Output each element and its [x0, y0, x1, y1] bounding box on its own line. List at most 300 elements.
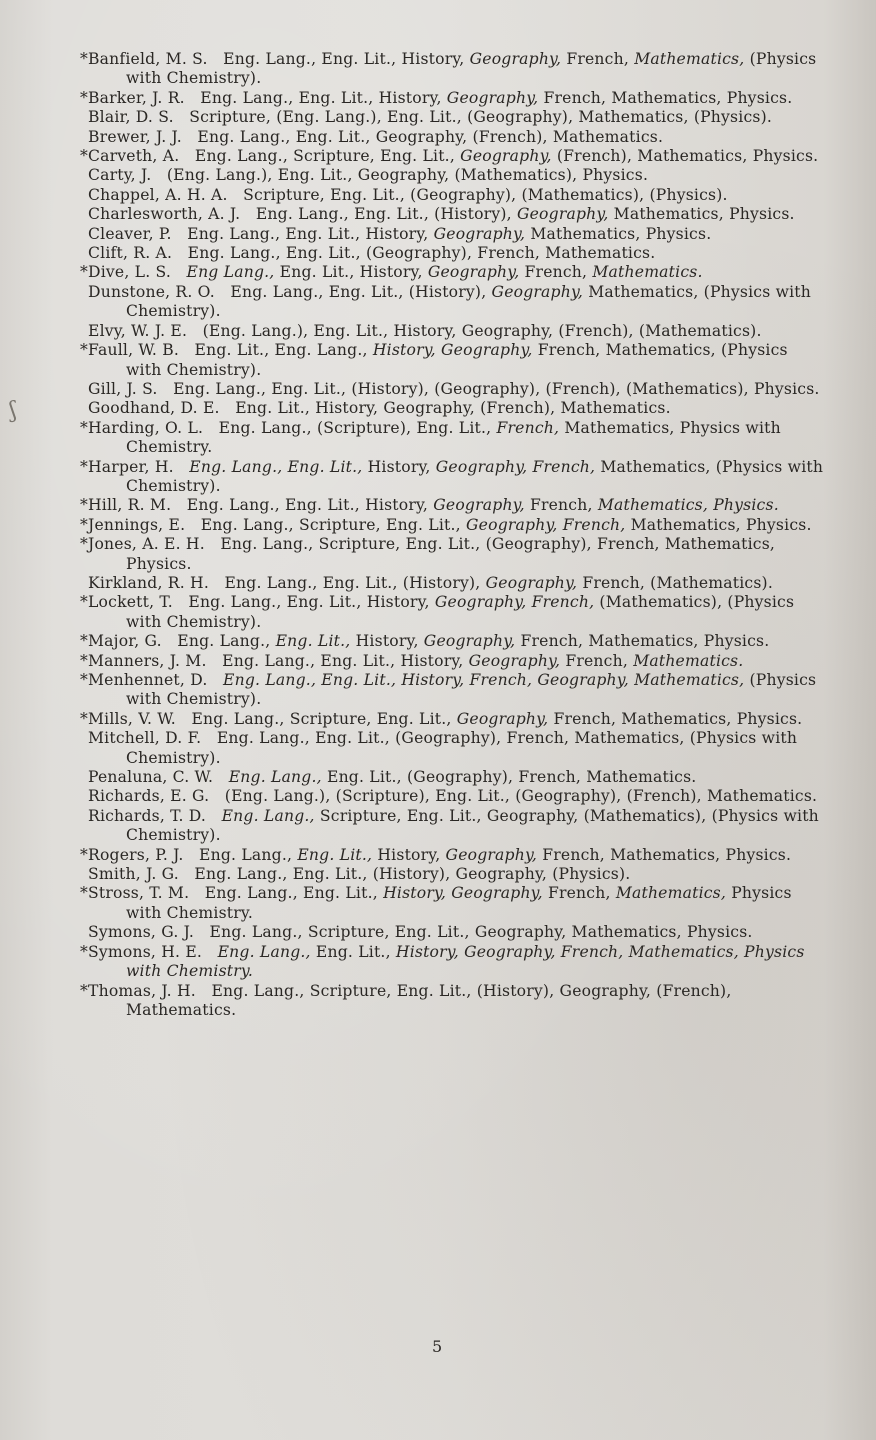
distinction-asterisk: * — [80, 515, 88, 534]
subject-pass: Geography, — [468, 651, 561, 670]
subject-pass: Eng. Lang., — [274, 341, 368, 360]
subject-pass: Eng. Lit., — [320, 651, 396, 670]
subject-pass: Geography, — [455, 865, 548, 884]
subject-pass: Eng. Lit., — [286, 593, 362, 612]
distinction-asterisk: * — [80, 341, 88, 360]
candidate-name: Harper, H. — [88, 457, 174, 476]
subject-pass: Eng. Lit., — [435, 787, 511, 806]
subject-pass: French, — [582, 573, 645, 592]
subject-pass: Mathematics, — [621, 709, 732, 728]
candidate-name: Cleaver, P. — [88, 224, 172, 243]
subject-pass: Eng Lang., — [186, 263, 275, 282]
subject-pass: Geography, — [466, 515, 558, 534]
subject-pass: French, — [596, 535, 660, 554]
subject-pass: Eng. Lang., — [200, 88, 294, 107]
subject-pass: Eng. Lit., — [292, 865, 368, 884]
subject-pass: Eng. Lit., — [321, 671, 397, 689]
candidate-name: Thomas, J. H. — [88, 981, 196, 1000]
subject-pass: Eng. Lang., — [197, 127, 291, 146]
candidate-entry — [88, 729, 838, 768]
subject-pass: Mathematics, — [613, 205, 724, 224]
subject-pass: (History), — [402, 573, 481, 592]
candidate-entry — [80, 418, 838, 458]
subject-pass: Geography, — [446, 88, 539, 107]
subject-pass: Eng. Lang., — [200, 515, 294, 534]
subject-pass: Mathematics, — [588, 632, 699, 651]
subject-pass: Geography, — [461, 321, 554, 340]
subject-pass: (Physics). — [552, 865, 631, 884]
subject-pass: Geography, — [434, 593, 527, 612]
distinction-asterisk: * — [80, 845, 88, 864]
subject-pass: French, — [532, 457, 596, 476]
subject-pass: History, — [372, 341, 436, 360]
subject-pass: Eng. Lang., — [173, 379, 267, 398]
subject-pass: Mathematics, — [578, 108, 689, 127]
results-list — [80, 50, 838, 1020]
subject-pass: History, — [365, 224, 429, 243]
subject-pass: Eng. Lang., — [217, 942, 311, 961]
candidate-entry — [88, 923, 838, 942]
subject-pass: Mathematics. — [633, 651, 744, 670]
subject-pass: Geography, — [491, 282, 584, 301]
subject-pass: Mathematics, — [574, 729, 685, 748]
subject-pass: (Mathematics), — [583, 806, 707, 825]
subject-pass: Mathematics, — [628, 942, 739, 961]
subject-pass: French, — [506, 729, 570, 748]
subject-pass: (History), — [476, 981, 555, 1000]
subject-pass: (Eng. Lang.), — [276, 108, 382, 127]
subject-pass: Mathematics. — [552, 127, 664, 146]
subject-pass: Mathematics. — [586, 768, 697, 787]
subject-pass: Eng. Lit., — [275, 632, 351, 651]
candidate-entry — [80, 263, 838, 282]
distinction-asterisk: * — [80, 632, 88, 651]
candidate-entry — [80, 884, 838, 923]
subject-pass: Geography, — [441, 341, 533, 360]
candidate-entry — [88, 768, 838, 787]
candidate-entry — [88, 205, 838, 224]
subject-pass: Physics with Chemistry. — [126, 884, 792, 922]
subject-pass: Eng. Lang., — [188, 593, 282, 612]
subject-pass: Eng. Lit., — [387, 108, 462, 127]
subject-pass: (Mathematics), — [625, 379, 749, 398]
subject-pass: Eng. Lang., — [191, 709, 285, 728]
candidate-entry — [80, 147, 838, 166]
subject-pass: Physics with Chemistry. — [126, 942, 805, 981]
subject-pass: Eng. Lit., — [295, 127, 371, 146]
candidate-name: Penaluna, C. W. — [88, 768, 214, 787]
subject-pass: (Physics with Chemistry). — [126, 671, 817, 709]
pencil-mark: ʃ — [7, 397, 19, 424]
subject-pass: Mathematics, — [600, 457, 711, 476]
candidate-name: Manners, J. M. — [88, 651, 207, 670]
subject-pass: Eng. Lit., — [297, 845, 373, 864]
subject-pass: Eng. Lit., — [285, 244, 361, 263]
subject-pass: Eng. Lang., — [187, 244, 281, 263]
subject-pass: History, — [400, 651, 464, 670]
subject-pass: (History), — [351, 379, 430, 398]
distinction-asterisk: * — [80, 709, 88, 728]
subject-pass: Eng. Lit., — [279, 263, 355, 282]
subject-pass: Mathematics. — [592, 263, 703, 282]
subject-pass: Eng. Lit., — [376, 709, 452, 728]
subject-pass: Eng. Lit., — [287, 457, 363, 476]
distinction-asterisk: * — [80, 651, 88, 670]
subject-pass: Eng. Lang., — [186, 496, 280, 515]
distinction-asterisk: * — [80, 671, 88, 689]
subject-pass: (French), — [472, 127, 548, 146]
subject-pass: Eng. Lit., — [298, 88, 374, 107]
subject-pass: (French), — [545, 379, 621, 398]
subject-pass: Mathematics, — [571, 923, 682, 942]
page-number: 5 — [432, 1337, 443, 1356]
subject-pass: Mathematics, — [630, 515, 741, 534]
subject-pass: (French), — [656, 981, 732, 1000]
candidate-entry — [88, 807, 838, 846]
subject-pass: French, — [553, 709, 617, 728]
subject-pass: French, — [537, 341, 601, 360]
subject-pass: French, — [520, 632, 584, 651]
subject-pass: (Physics with Chemistry). — [126, 593, 795, 631]
subject-pass: (Geography), — [434, 379, 541, 398]
subject-pass: Scripture, — [293, 147, 375, 166]
subject-pass: History, — [383, 884, 447, 903]
subject-pass: History, — [377, 845, 441, 864]
distinction-asterisk: * — [80, 593, 88, 612]
subject-pass: Eng. Lang., — [211, 981, 305, 1000]
subject-pass: Eng. Lang., — [209, 923, 303, 942]
candidate-name: Hill, R. M. — [88, 496, 172, 515]
subject-pass: Eng. Lit., — [235, 399, 311, 418]
candidate-entry — [88, 574, 838, 593]
subject-pass: Geography, — [451, 884, 543, 903]
subject-pass: Mathematics, — [530, 224, 641, 243]
candidate-entry — [80, 50, 838, 89]
subject-pass: History, — [393, 321, 457, 340]
subject-pass: Physics. — [645, 224, 712, 243]
subject-pass: French, — [469, 671, 533, 689]
distinction-asterisk: * — [80, 884, 88, 903]
candidate-name: Mills, V. W. — [88, 709, 176, 728]
subject-pass: Geography, — [433, 224, 526, 243]
candidate-entry — [80, 341, 838, 380]
candidate-entry — [80, 515, 838, 535]
subject-pass: Physics. — [736, 709, 803, 728]
subject-pass: French, — [531, 593, 595, 612]
candidate-entry — [88, 322, 838, 341]
subject-pass: Mathematics. — [706, 787, 818, 806]
subject-pass: Mathematics, — [597, 496, 709, 515]
subject-pass: (Geography), — [467, 108, 574, 127]
subject-pass: (Mathematics). — [638, 321, 762, 340]
candidate-name: Faull, W. B. — [88, 341, 180, 360]
subject-pass: Geography, — [423, 632, 516, 651]
candidate-name: Gill, J. S. — [88, 379, 158, 398]
subject-pass: Mathematics, — [564, 418, 675, 437]
subject-pass: Eng. Lit., — [406, 806, 482, 825]
subject-pass: Eng. Lang., — [216, 729, 310, 748]
subject-pass: (Eng. Lang.), — [166, 166, 273, 185]
subject-pass: (Eng. Lang.), — [224, 787, 331, 806]
subject-pass: Mathematics. — [126, 1000, 237, 1019]
subject-pass: (Physics with Chemistry). — [126, 341, 788, 379]
subject-pass: (History), — [408, 282, 487, 301]
subject-pass: Geography, — [357, 166, 450, 185]
candidate-name: Blair, D. S. — [88, 108, 174, 127]
subject-pass: Scripture, — [307, 923, 390, 942]
subject-pass: Scripture, — [299, 515, 381, 534]
subject-pass: History, — [378, 88, 442, 107]
subject-pass: French, — [524, 263, 588, 282]
candidate-entry — [80, 981, 838, 1021]
subject-pass: Mathematics. — [560, 399, 671, 418]
candidate-name: Goodhand, D. E. — [88, 399, 220, 418]
subject-pass: Eng. Lang., — [255, 205, 349, 224]
subject-pass: (Physics). — [649, 185, 728, 204]
candidate-name: Clift, R. A. — [88, 244, 173, 263]
subject-pass: Eng. Lang., — [199, 845, 293, 864]
subject-pass: Mathematics. — [545, 244, 656, 263]
subject-pass: (French), — [626, 787, 702, 806]
candidate-name: Carty, J. — [88, 166, 152, 185]
subject-pass: Physics with Chemistry. — [126, 418, 781, 457]
candidate-entry — [80, 457, 838, 497]
subject-pass: Geography, — [375, 127, 468, 146]
subject-pass: Geography, — [464, 942, 556, 961]
subject-pass: (Geography), — [407, 768, 514, 787]
candidate-name: Kirkland, R. H. — [88, 573, 209, 592]
subject-pass: (Mathematics), — [521, 185, 645, 204]
subject-pass: Geography, — [469, 50, 562, 68]
candidate-entry — [88, 399, 838, 418]
candidate-entry — [88, 186, 838, 205]
subject-pass: (Eng. Lang.), — [202, 321, 309, 340]
subject-pass: Mathematics, — [611, 88, 722, 107]
subject-pass: Mathematics, — [634, 50, 745, 68]
subject-pass: Geography, — [516, 205, 609, 224]
distinction-asterisk: * — [80, 981, 88, 1000]
subject-pass: (Mathematics), — [599, 593, 723, 612]
subject-pass: Geography, — [383, 399, 475, 418]
candidate-name: Dunstone, R. O. — [88, 282, 215, 301]
subject-pass: (Physics with Chemistry). — [126, 729, 798, 767]
subject-pass: Eng. Lit., — [394, 923, 470, 942]
subject-pass: (History), — [434, 205, 512, 224]
subject-pass: History, — [359, 263, 423, 282]
subject-pass: History, — [365, 496, 429, 515]
subject-pass: Eng. Lang., — [220, 535, 314, 554]
subject-pass: (Geography), — [365, 244, 473, 263]
candidate-entry — [88, 108, 838, 127]
candidate-name: Chappel, A. H. A. — [88, 185, 228, 204]
subject-pass: French, — [565, 651, 629, 670]
candidate-name: Stross, T. M. — [88, 884, 190, 903]
subject-pass: Eng. Lang., — [228, 768, 322, 787]
subject-pass: History, — [366, 593, 430, 612]
subject-pass: French, — [496, 418, 560, 437]
subject-pass: Eng. Lit., — [416, 418, 492, 437]
subject-pass: (Geography), — [515, 787, 622, 806]
subject-pass: Scripture, — [289, 709, 372, 728]
subject-pass: Eng. Lang., — [194, 865, 288, 884]
subject-pass: Physics. — [713, 496, 779, 515]
candidate-name: Brewer, J. J. — [88, 127, 182, 146]
candidate-entry — [80, 845, 838, 865]
subject-pass: Eng. Lang., — [189, 457, 283, 476]
subject-pass: Eng. Lit., — [285, 496, 360, 515]
candidate-name: Harding, O. L. — [88, 418, 204, 437]
subject-pass: French, — [566, 50, 630, 68]
subject-pass: History, — [355, 632, 419, 651]
distinction-asterisk: * — [80, 457, 88, 476]
subject-pass: Eng. Lit., — [271, 379, 347, 398]
subject-pass: Eng. Lang., — [187, 224, 281, 243]
subject-pass: (Geography), — [485, 535, 592, 554]
subject-pass: Eng. Lit., — [315, 729, 390, 748]
subject-pass: Geography, — [445, 845, 538, 864]
subject-pass: French, — [560, 942, 624, 961]
subject-pass: (Scripture), — [316, 418, 412, 437]
subject-pass: Physics. — [725, 845, 792, 864]
subject-pass: Geography, — [537, 671, 629, 689]
subject-pass: Eng. Lang., — [223, 50, 317, 68]
subject-pass: Eng. Lit., — [405, 535, 481, 554]
subject-pass: Eng. Lang., — [223, 671, 317, 689]
candidate-entry — [80, 496, 838, 515]
subject-pass: Eng. Lit., — [285, 224, 361, 243]
candidate-entry — [80, 651, 838, 671]
subject-pass: (History), — [372, 865, 451, 884]
subject-pass: Eng. Lit., — [328, 282, 404, 301]
subject-pass: Mathematics, — [588, 282, 699, 301]
subject-pass: History, — [401, 50, 465, 68]
subject-pass: Physics. — [726, 88, 793, 107]
subject-pass: Scripture, — [189, 108, 272, 127]
subject-pass: (Physics with Chemistry). — [126, 50, 817, 88]
subject-pass: Physics. — [126, 554, 192, 573]
subject-pass: Scripture, — [243, 185, 325, 204]
distinction-asterisk: * — [80, 88, 88, 107]
candidate-name: Banfield, M. S. — [88, 50, 208, 68]
candidate-entry — [80, 632, 838, 651]
subject-pass: History, — [367, 457, 431, 476]
subject-pass: (French), — [556, 147, 633, 166]
subject-pass: Physics. — [752, 147, 819, 166]
distinction-asterisk: * — [80, 942, 88, 961]
subject-pass: Geography, — [433, 496, 525, 515]
candidate-entry — [80, 671, 838, 710]
distinction-asterisk: * — [80, 535, 88, 554]
subject-pass: Physics. — [703, 632, 770, 651]
candidate-name: Major, G. — [88, 632, 162, 651]
subject-pass: Eng. Lit., — [385, 515, 461, 534]
subject-pass: Eng. Lit., — [321, 50, 397, 68]
subject-pass: French, — [562, 515, 626, 534]
subject-pass: Eng. Lang., — [222, 651, 316, 670]
candidate-entry — [80, 709, 838, 729]
candidate-name: Richards, E. G. — [88, 787, 210, 806]
candidate-name: Rogers, P. J. — [88, 845, 184, 864]
subject-pass: Geography, — [427, 263, 520, 282]
candidate-name: Symons, H. E. — [88, 942, 203, 961]
candidate-entry — [88, 225, 838, 244]
subject-pass: Eng. Lit., — [326, 768, 402, 787]
candidate-entry — [88, 283, 838, 322]
subject-pass: Physics. — [582, 166, 649, 185]
subject-pass: Eng. Lit., — [315, 942, 391, 961]
subject-pass: Eng. Lang., — [177, 632, 271, 651]
candidate-name: Elvy, W. J. E. — [88, 321, 188, 340]
subject-pass: Eng. Lit., — [313, 321, 389, 340]
candidate-name: Jennings, E. — [88, 515, 186, 534]
subject-pass: Scripture, — [309, 981, 392, 1000]
candidate-name: Smith, J. G. — [88, 865, 179, 884]
subject-pass: Geography, — [559, 981, 652, 1000]
subject-pass: (Physics with Chemistry). — [126, 282, 812, 321]
subject-pass: (French), — [480, 399, 556, 418]
subject-pass: Physics. — [745, 515, 812, 534]
subject-pass: Eng. Lang., — [204, 884, 298, 903]
subject-pass: Mathematics, — [664, 535, 776, 554]
candidate-name: Symons, G. J. — [88, 923, 195, 942]
subject-pass: Eng. Lang., — [218, 418, 312, 437]
subject-pass: Eng. Lang., — [230, 282, 324, 301]
candidate-name: Mitchell, D. F. — [88, 729, 202, 748]
subject-pass: Eng. Lit., — [330, 185, 405, 204]
subject-pass: Scripture, — [318, 535, 401, 554]
candidate-name: Charlesworth, A. J. — [88, 205, 241, 224]
subject-pass: Eng. Lit., — [194, 341, 270, 360]
candidate-entry — [88, 128, 838, 147]
candidate-entry — [88, 244, 838, 263]
subject-pass: Eng. Lit., — [277, 166, 353, 185]
subject-pass: Eng. Lit., — [322, 573, 398, 592]
subject-pass: French, — [543, 88, 607, 107]
subject-pass: French, — [542, 845, 605, 864]
subject-pass: French, — [547, 884, 611, 903]
subject-pass: Mathematics, — [615, 884, 727, 903]
subject-pass: Geography, — [474, 923, 567, 942]
subject-pass: (Mathematics), — [454, 166, 578, 185]
candidate-name: Lockett, T. — [88, 593, 173, 612]
candidate-name: Carveth, A. — [88, 147, 180, 166]
distinction-asterisk: * — [80, 496, 88, 515]
candidate-entry — [88, 787, 838, 806]
subject-pass: Mathematics, — [637, 147, 748, 166]
subject-pass: Physics. — [729, 205, 795, 224]
subject-pass: Physics. — [686, 923, 753, 942]
subject-pass: History, — [401, 671, 465, 689]
candidate-entry — [80, 88, 838, 108]
subject-pass: (Physics). — [693, 108, 773, 127]
subject-pass: Scripture, — [319, 806, 402, 825]
distinction-asterisk: * — [80, 263, 88, 282]
candidate-entry — [88, 865, 838, 884]
subject-pass: Geography, — [485, 573, 578, 592]
candidate-entry — [80, 593, 838, 632]
subject-pass: Physics. — [753, 379, 820, 398]
candidate-name: Barker, J. R. — [88, 88, 185, 107]
subject-pass: French, — [529, 496, 593, 515]
subject-pass: Geography, — [460, 147, 552, 166]
candidate-name: Menhennet, D. — [88, 671, 208, 689]
subject-pass: Eng. Lang., — [224, 573, 318, 592]
candidate-entry — [80, 535, 838, 574]
subject-pass: History, — [315, 399, 379, 418]
subject-pass: Geography, — [486, 806, 579, 825]
subject-pass: Geography, — [435, 457, 528, 476]
subject-pass: Mathematics, — [610, 845, 721, 864]
